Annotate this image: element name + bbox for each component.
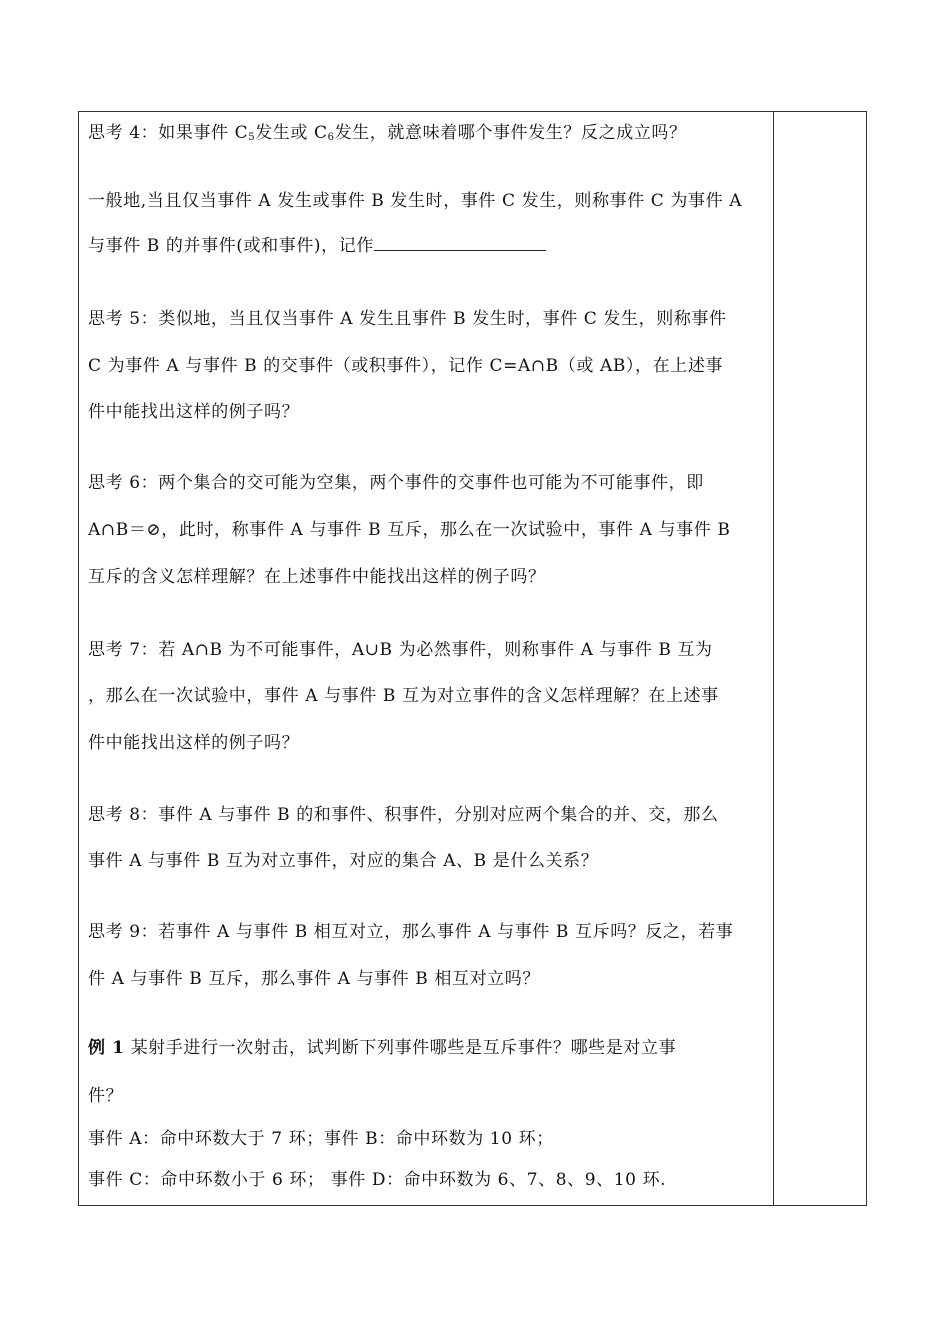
example1-event-ab: 事件 A：命中环数大于 7 环；事件 B：命中环数为 10 环； (88, 1129, 554, 1149)
think5-line-3: 件中能找出这样的例子吗？ (88, 402, 300, 422)
think4-question: 思考 4：如果事件 $C_5$发生或 $C_6$发生，就意味着哪个事件发生？反之成立吗？ (88, 123, 687, 143)
answer-blank (374, 232, 546, 251)
think5-line-2: C 为事件 A 与事件 B 的交事件（或积事件），记作 C=A∩B（或 AB），在上述事 (88, 356, 724, 376)
think8-line-2: 事件 A 与事件 B 互为对立事件，对应的集合 A、B 是什么关系？ (88, 851, 599, 871)
example1-line-2: 件？ (88, 1086, 124, 1106)
think9-line-2: 件 A 与事件 B 互斥，那么事件 A 与事件 B 相互对立吗？ (88, 969, 540, 989)
think7-line-3: 件中能找出这样的例子吗？ (88, 733, 300, 753)
think7-line-2: ，那么在一次试验中，事件 A 与事件 B 互为对立事件的含义怎样理解？在上述事 (88, 686, 719, 706)
example1-event-cd: 事件 C：命中环数小于 6 环； 事件 D：命中环数为 6、7、8、9、10 环. (88, 1170, 667, 1190)
union-definition-line-1: 一般地,当且仅当事件 A 发生或事件 B 发生时，事件 C 发生，则称事件 C 为事件 A (88, 191, 743, 211)
think9-line-1: 思考 9：若事件 A 与事件 B 相互对立，那么事件 A 与事件 B 互斥吗？反之，若事 (88, 922, 734, 942)
union-definition-line-2: 与事件 B 的并事件(或和事件)，记作 (88, 231, 546, 256)
example1-label: 例 1 (88, 1038, 125, 1058)
think5-line-1: 思考 5：类似地，当且仅当事件 A 发生且事件 B 发生时，事件 C 发生，则称事件 (88, 309, 727, 329)
think6-line-2: A∩B＝⊘，此时，称事件 A 与事件 B 互斥，那么在一次试验中，事件 A 与事件 B (88, 520, 731, 540)
think6-line-3: 互斥的含义怎样理解？在上述事件中能找出这样的例子吗？ (88, 567, 546, 587)
think7-line-1: 思考 7：若 A∩B 为不可能事件，A∪B 为必然事件，则称事件 A 与事件 B 互为 (88, 640, 713, 660)
example1-line-1: 例 1 某射手进行一次射击，试判断下列事件哪些是互斥事件？哪些是对立事 (88, 1038, 677, 1058)
think8-line-1: 思考 8：事件 A 与事件 B 的和事件、积事件，分别对应两个集合的并、交，那么 (88, 805, 719, 825)
column-divider (773, 111, 774, 1206)
think6-line-1: 思考 6：两个集合的交可能为空集，两个事件的交事件也可能为不可能事件，即 (88, 473, 704, 493)
